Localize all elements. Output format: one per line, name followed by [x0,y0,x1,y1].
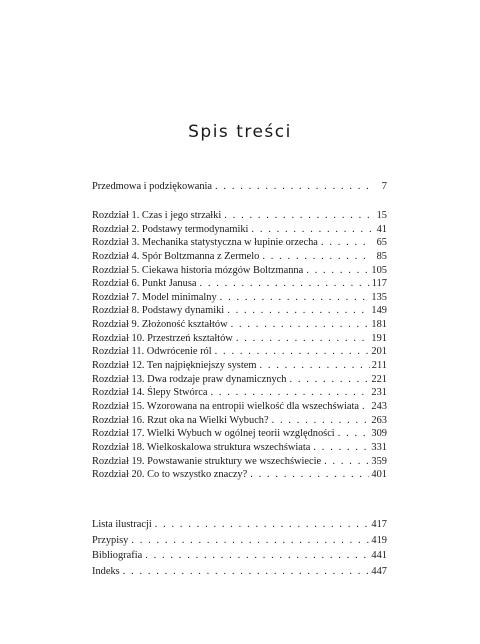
toc-entry-title: Lista ilustracji [92,519,152,530]
leader-dots [362,400,369,413]
toc-entry-page-number: 359 [371,455,387,467]
toc-entry [92,223,387,237]
toc-entry-title: Rozdział 4. Spór Boltzmanna z Zermelo [92,250,260,262]
toc-entry-page-number: 309 [371,428,387,440]
toc-entry [92,373,387,387]
toc-entry-page-number: 221 [371,373,387,385]
leader-dots [259,359,369,372]
toc-entry-title: Bibliografia [92,550,143,562]
toc-entry-page-number: 447 [371,565,387,577]
toc-entry-title: Rozdział 15. Wzorowana na entropii wielkość dla wszechświata [92,400,359,412]
toc-entry-page-number: 85 [376,250,387,262]
toc-entry-page-number: 105 [371,264,387,276]
leader-dots [224,209,371,222]
toc-entry [92,264,387,278]
leader-dots [313,441,369,454]
toc-entry-page-number: 331 [371,441,387,453]
leader-dots [231,318,370,331]
toc-entry [92,304,387,318]
toc-entry [92,455,387,469]
toc-entry [92,565,387,581]
toc-entry [92,427,387,441]
toc-entry [92,518,387,534]
toc-entry [92,414,387,428]
leader-dots [227,304,369,317]
toc-entry-title: Rozdział 5. Ciekawa historia mózgów Boltzmanna [92,264,304,276]
toc-entry [92,236,387,250]
leader-dots [155,518,370,531]
leader-dots [262,250,371,263]
leader-dots [321,236,371,249]
toc-entry [92,332,387,346]
toc-entry [92,291,387,305]
page-title: Spis treści [188,122,292,142]
toc-backmatter-section [92,518,387,580]
toc-entry-title: Rozdział 9. Złożoność kształtów [92,319,228,331]
leader-dots [123,565,370,578]
leader-dots [131,534,369,547]
toc-entry-page-number: 65 [376,237,387,249]
toc-chapters-section [92,209,387,482]
toc-entry-title: Rozdział 12. Ten najpiękniejszy system [92,360,257,372]
toc-entry [92,468,387,482]
leader-dots [250,468,369,481]
toc-entry [92,250,387,264]
leader-dots [210,386,369,399]
leader-dots [220,291,370,304]
toc-entry-title: Rozdział 14. Ślepy Stwórca [92,387,208,399]
toc-entry-page-number: 211 [371,360,387,372]
toc-entry-title: Rozdział 16. Rzut oka na Wielki Wybuch? [92,414,269,426]
toc-entry-page-number: 191 [371,332,387,344]
toc-entry [92,345,387,359]
toc-entry-title: Przedmowa i podziękowania [92,181,213,192]
leader-dots [289,373,369,386]
leader-dots [215,345,370,358]
toc-preface-section [92,180,387,194]
leader-dots [272,414,370,427]
toc-entry [92,318,387,332]
toc-entry-title: Przypisy [92,534,129,546]
toc-entry-page-number: 441 [371,550,387,562]
leader-dots [251,223,371,236]
leader-dots [324,455,369,468]
toc-entry-title: Rozdział 19. Powstawanie struktury we wszechświecie [92,455,322,467]
toc-entry-page-number: 117 [371,278,387,290]
toc-entry-page-number: 417 [371,519,387,530]
toc-entry-title: Rozdział 3. Mechanika statystyczna w łupinie orzecha [92,237,318,249]
toc-entry-title: Indeks [92,565,120,577]
leader-dots [145,549,369,562]
toc-entry [92,180,387,194]
leader-dots [199,277,369,290]
toc-entry [92,209,387,223]
toc-entry-page-number: 149 [371,305,387,317]
toc-entry-page-number: 263 [371,414,387,426]
toc-entry-title: Rozdział 1. Czas i jego strzałki [92,210,222,221]
toc-entry [92,386,387,400]
toc-entry-page-number: 231 [371,387,387,399]
leader-dots [306,264,369,277]
toc-entry-title: Rozdział 11. Odwrócenie ról [92,346,212,358]
toc-entry-page-number: 401 [371,469,387,481]
toc-entry [92,359,387,373]
leader-dots [236,332,370,345]
toc-entry-page-number: 41 [376,223,387,235]
toc-entry-title: Rozdział 6. Punkt Janusa [92,278,197,290]
toc-entry-page-number: 135 [371,291,387,303]
toc-entry-page-number: 419 [371,534,387,546]
toc-entry [92,277,387,291]
toc-entry-page-number: 201 [371,346,387,358]
toc-entry [92,549,387,565]
toc-entry-title: Rozdział 2. Podstawy termodynamiki [92,223,249,235]
toc-entry-page-number: 15 [376,210,387,221]
toc-entry-title: Rozdział 10. Przestrzeń kształtów [92,332,233,344]
toc-entry-title: Rozdział 17. Wielki Wybuch w ogólnej teorii względności [92,428,335,440]
toc-entry-page-number: 7 [381,181,387,192]
toc-entry-title: Rozdział 20. Co to wszystko znaczy? [92,469,248,481]
toc-entry-title: Rozdział 18. Wielkoskalowa struktura wszechświata [92,441,311,453]
toc-entry [92,534,387,550]
toc-entry-title: Rozdział 13. Dwa rodzaje praw dynamicznych [92,373,287,385]
toc-entry [92,400,387,414]
toc-entry-title: Rozdział 7. Model minimalny [92,291,217,303]
toc-entry [92,441,387,455]
toc-entry-title: Rozdział 8. Podstawy dynamiki [92,305,225,317]
leader-dots [215,180,371,193]
leader-dots [338,427,370,440]
toc-entry-page-number: 243 [371,400,387,412]
toc-entry-page-number: 181 [371,319,387,331]
